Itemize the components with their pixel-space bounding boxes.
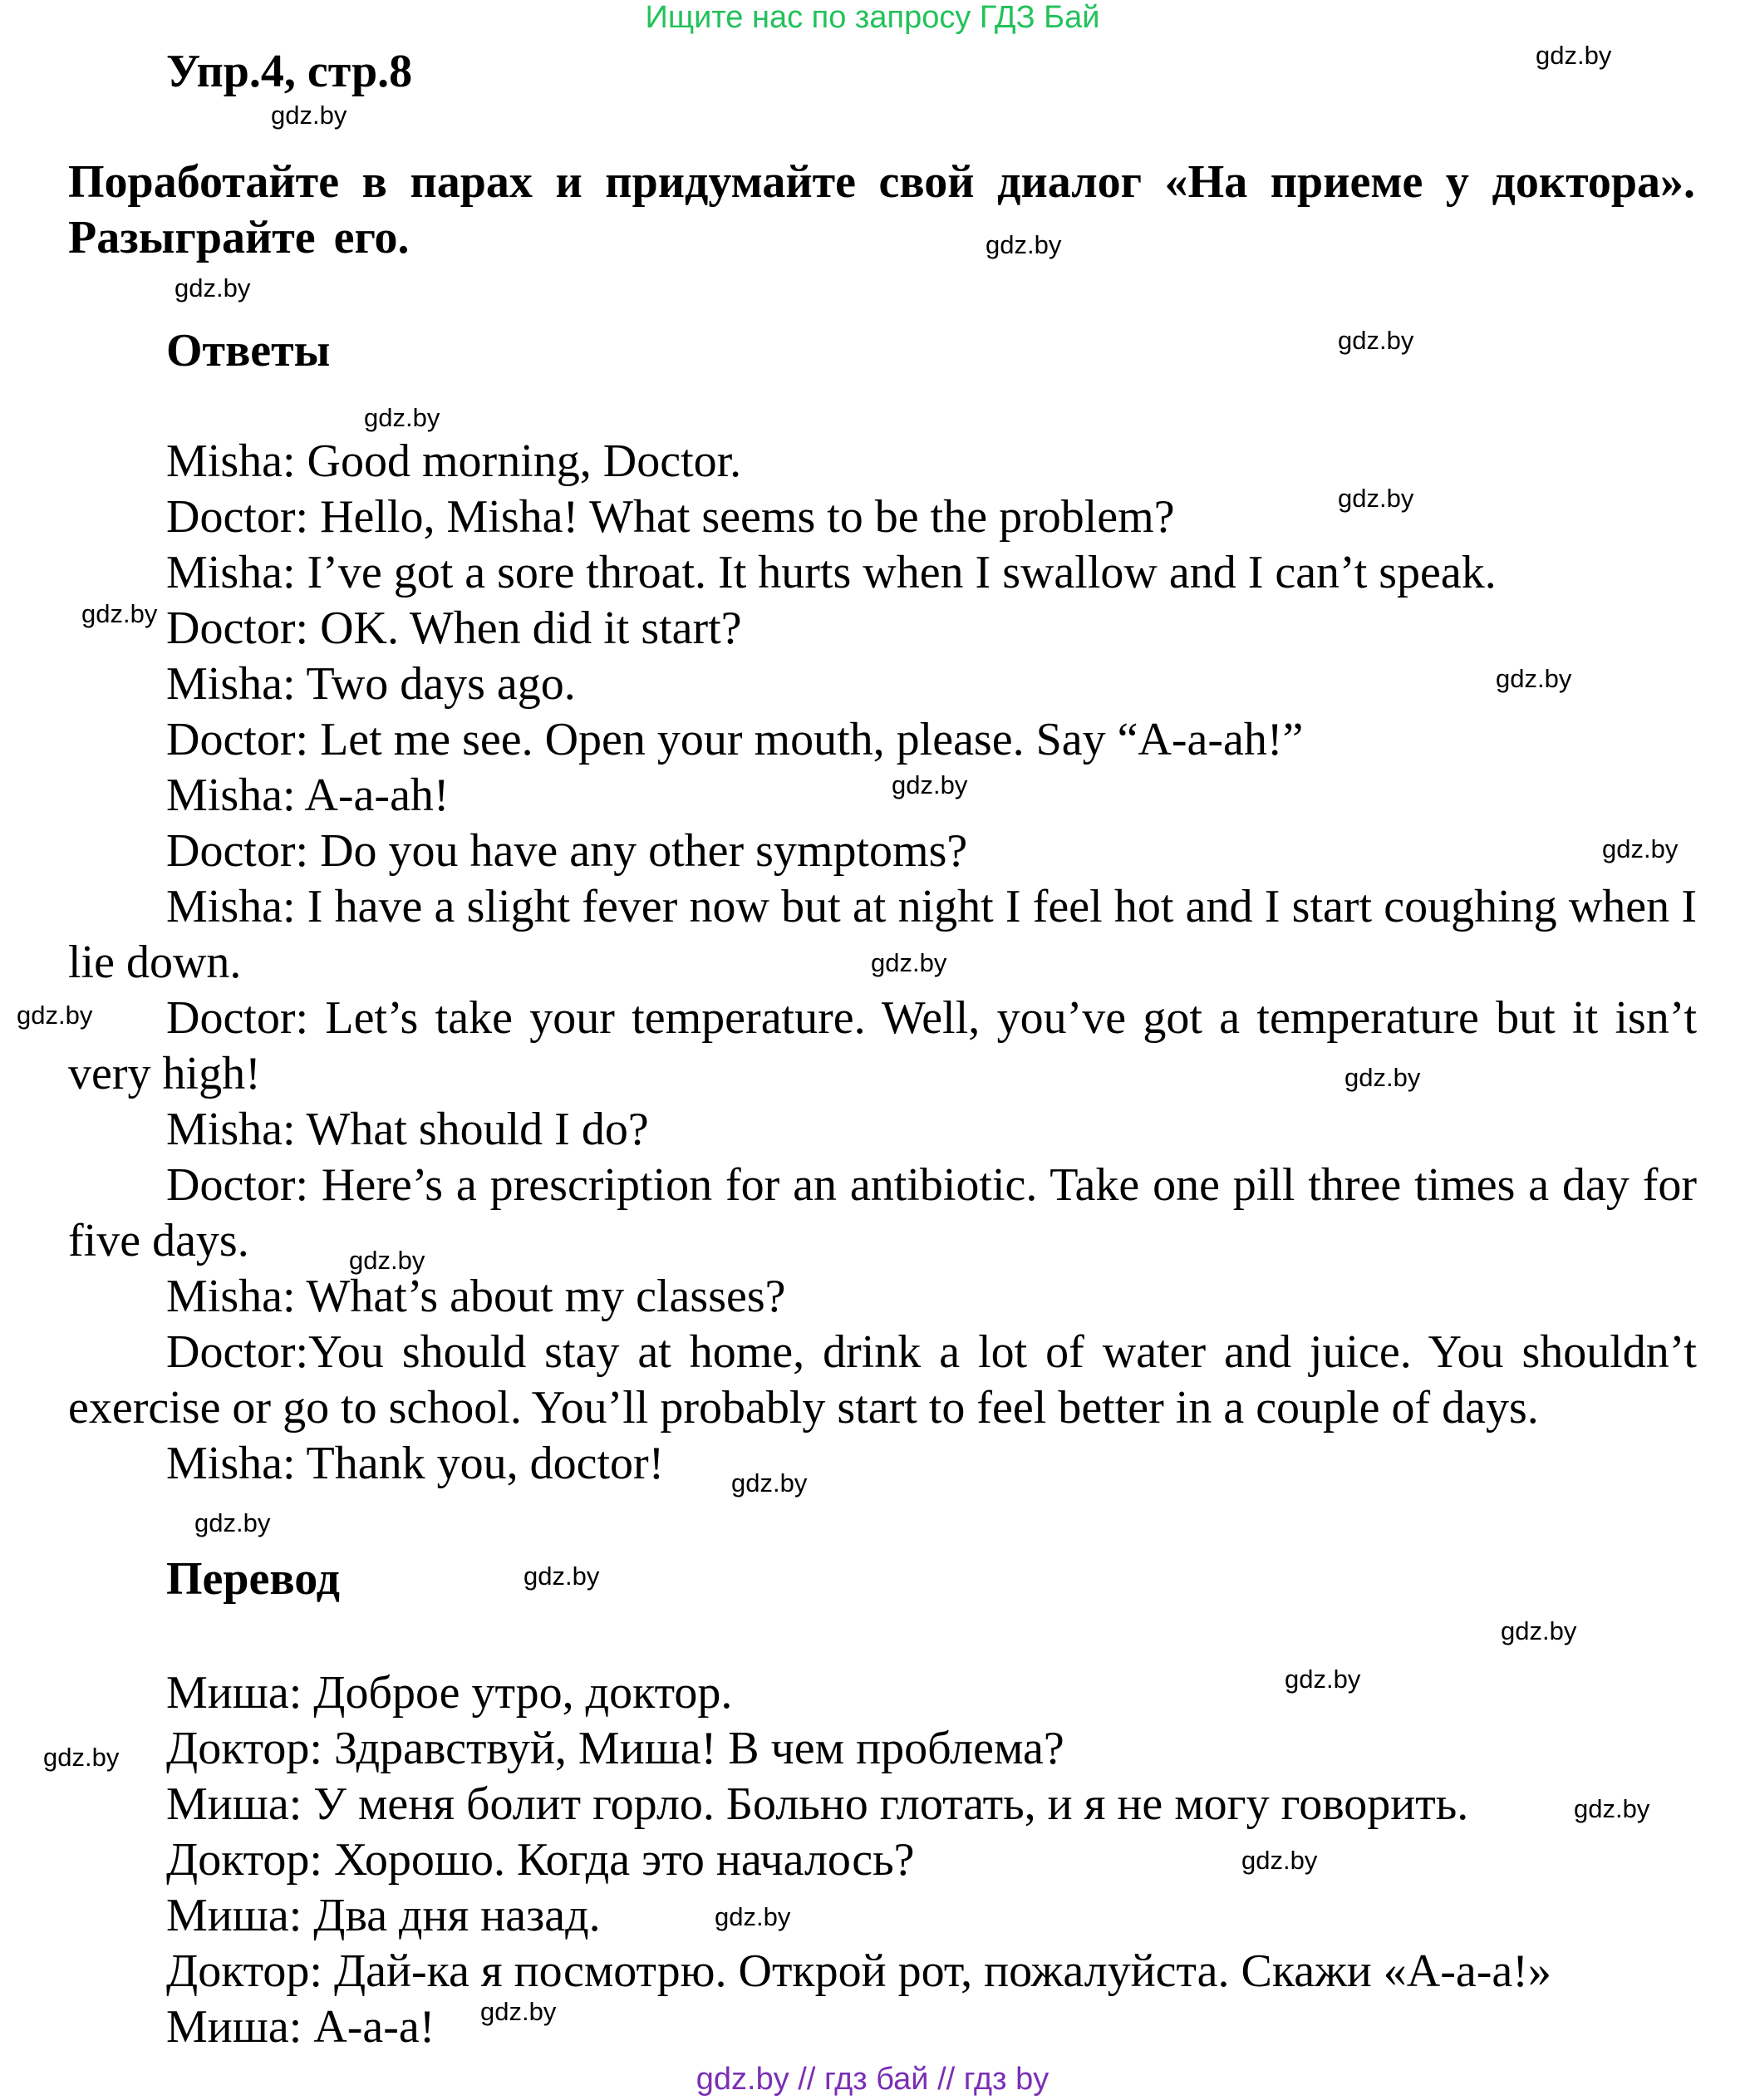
translation-line: Доктор: Хорошо. Когда это началось? (166, 1834, 915, 1886)
watermark: gdz.by (194, 1508, 271, 1537)
dialogue-line: Doctor: Hello, Misha! What seems to be the problem? (166, 491, 1175, 543)
watermark: gdz.by (1344, 1063, 1421, 1092)
watermark: gdz.by (1501, 1616, 1577, 1645)
dialogue-line: Misha: I’ve got a sore throat. It hurts when I swallow and I can’t speak. (166, 547, 1497, 598)
translation-line: Миша: Доброе утро, доктор. (166, 1667, 733, 1719)
dialogue-line: Misha: What should I do? (166, 1104, 649, 1155)
dialogue-line: Doctor: Here’s a prescription for an antibiotic. Take one pill three times a day for five days. (68, 1159, 1697, 1266)
watermark: gdz.by (480, 1997, 557, 2026)
dialogue-line: Doctor: Let me see. Open your mouth, please. Say “A-a-ah!” (166, 714, 1304, 765)
watermark: gdz.by (349, 1246, 425, 1275)
answers-heading: Ответы (166, 325, 331, 376)
watermark: gdz.by (271, 101, 347, 130)
watermark: gdz.by (81, 599, 158, 628)
watermark: gdz.by (1338, 484, 1414, 513)
translation (68, 1665, 1697, 2055)
translation-line: Миша: Два дня назад. (166, 1890, 601, 1941)
dialogue-line: Misha: Thank you, doctor! (166, 1438, 665, 1489)
watermark: gdz.by (43, 1743, 120, 1772)
translation-line: Доктор: Здравствуй, Миша! В чем проблема? (166, 1723, 1064, 1774)
translation-line: Миша: А-а-а! (166, 2001, 435, 2053)
watermark: gdz.by (1574, 1794, 1650, 1823)
watermark: gdz.by (892, 770, 968, 799)
dialogue-line: Misha: I have a slight fever now but at night I feel hot and I start coughing when I lie down. (68, 881, 1697, 988)
watermark: gdz.by (986, 230, 1062, 259)
watermark: gdz.by (715, 1902, 791, 1931)
task-text: Поработайте в парах и придумайте свой диалог «На приеме у доктора». Разыграйте его. (68, 156, 1695, 263)
watermark: gdz.by (1536, 41, 1612, 70)
watermark: gdz.by (1338, 326, 1414, 355)
watermark: gdz.by (1285, 1665, 1361, 1694)
exercise-title: Упр.4, стр.8 (166, 46, 413, 97)
watermark: gdz.by (174, 273, 251, 302)
watermark: gdz.by (17, 1001, 93, 1030)
watermark: gdz.by (731, 1468, 808, 1498)
watermark: gdz.by (871, 948, 947, 977)
watermark: gdz.by (1496, 664, 1572, 693)
translation-line: Миша: У меня болит горло. Больно глотать, и я не могу говорить. (166, 1778, 1469, 1830)
dialogue-line: Doctor: Do you have any other symptoms? (166, 825, 968, 877)
dialogue-line: Misha: What’s about my classes? (166, 1271, 786, 1322)
dialogue-line: Misha: Two days ago. (166, 658, 576, 710)
dialogue-line: Doctor:You should stay at home, drink a lot of water and juice. You shouldn’t exercise or go to school. You’ll probably start to feel better in a couple of days. (68, 1326, 1697, 1434)
translation-line: Доктор: Дай-ка я посмотрю. Открой рот, пожалуйста. Скажи «А-а-а!» (166, 1945, 1551, 1997)
search-banner: Ищите нас по запросу ГДЗ Бай (645, 0, 1100, 35)
dialogue-line: Doctor: Let’s take your temperature. Well, you’ve got a temperature but it isn’t very high! (68, 992, 1697, 1099)
watermark: gdz.by (1602, 834, 1679, 863)
footer-links: gdz.by // гдз бай // гдз by (696, 2062, 1049, 2097)
dialogue-line: Misha: Good morning, Doctor. (166, 435, 742, 487)
translation-heading: Перевод (166, 1553, 340, 1605)
dialogue-line: Doctor: OK. When did it start? (166, 602, 742, 654)
dialogue-line: Misha: A-a-ah! (166, 770, 450, 821)
watermark: gdz.by (364, 403, 440, 432)
watermark: gdz.by (1241, 1846, 1318, 1875)
watermark: gdz.by (524, 1561, 600, 1591)
